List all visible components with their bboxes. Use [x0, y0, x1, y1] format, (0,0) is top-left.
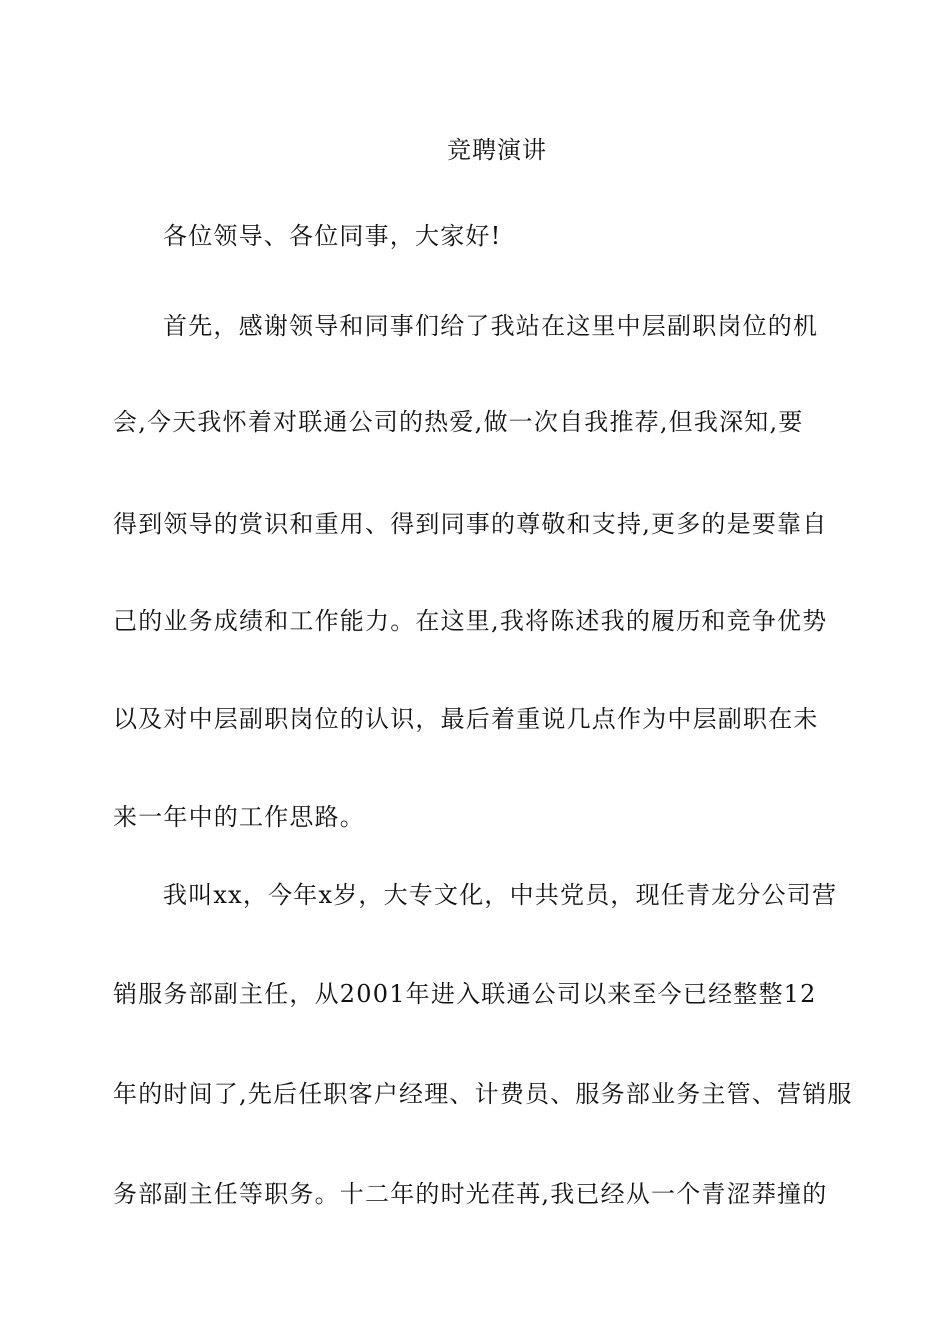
paragraph-line: 来一年中的工作思路。 — [113, 803, 365, 831]
document-title: 竞聘演讲 — [447, 136, 547, 164]
paragraph-line: 销服务部副主任，从2001年进入联通公司以来至今已经整整12 — [113, 980, 817, 1008]
paragraph-line: 首先，感谢领导和同事们给了我站在这里中层副职岗位的机 — [163, 312, 819, 340]
paragraph-line: 以及对中层副职岗位的认识，最后着重说几点作为中层副职在未 — [113, 705, 819, 733]
paragraph-line: 务部副主任等职务。十二年的时光荏苒,我已经从一个青涩莽撞的 — [113, 1180, 828, 1208]
paragraph-line: 年的时间了,先后任职客户经理、计费员、服务部业务主管、营销服 — [113, 1080, 853, 1108]
paragraph-line: 我叫xx，今年x岁，大专文化，中共党员，现任青龙分公司营 — [163, 881, 838, 909]
paragraph-line: 会,今天我怀着对联通公司的热爱,做一次自我推荐,但我深知,要 — [113, 408, 804, 436]
paragraph-line: 己的业务成绩和工作能力。在这里,我将陈述我的履历和竞争优势 — [113, 607, 828, 635]
paragraph-line: 各位领导、各位同事，大家好! — [163, 222, 502, 250]
paragraph-line: 得到领导的赏识和重用、得到同事的尊敬和支持,更多的是要靠自 — [113, 510, 828, 538]
